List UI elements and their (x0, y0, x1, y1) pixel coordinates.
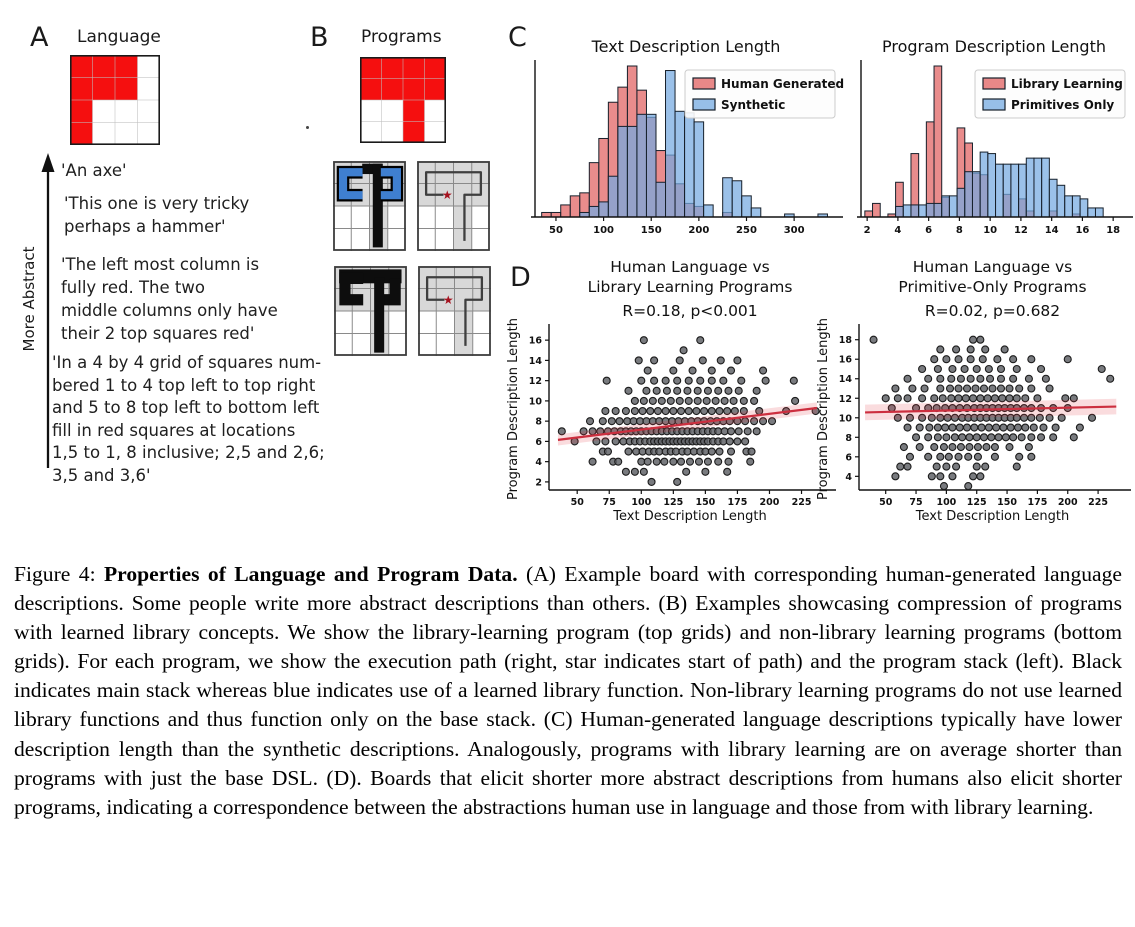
quote-line: fully red. The two (61, 278, 205, 297)
quote-line: perhaps a hammer' (64, 217, 226, 236)
svg-text:200: 200 (688, 225, 710, 236)
svg-text:14: 14 (1044, 225, 1059, 236)
quote-an-axe (61, 159, 127, 182)
svg-text:150: 150 (640, 225, 662, 236)
svg-text:300: 300 (783, 225, 805, 236)
svg-text:R=0.02, p=0.682: R=0.02, p=0.682 (924, 302, 1061, 320)
program-description-length-histogram (845, 36, 1135, 241)
svg-text:18: 18 (838, 335, 852, 347)
svg-text:12: 12 (528, 376, 542, 388)
quote-line: their 2 top squares red' (61, 324, 255, 343)
panel-b-label: B (310, 22, 329, 53)
svg-text:225: 225 (1088, 497, 1109, 508)
svg-text:★: ★ (441, 188, 453, 203)
svg-text:Text Description Length: Text Description Length (591, 37, 781, 56)
panel-b-title: Programs (361, 27, 442, 47)
svg-text:100: 100 (936, 497, 957, 508)
svg-text:75: 75 (602, 497, 616, 508)
svg-text:Program Description Length: Program Description Length (882, 37, 1106, 56)
svg-text:★: ★ (442, 293, 454, 308)
svg-text:150: 150 (997, 497, 1017, 508)
svg-text:6: 6 (535, 436, 542, 448)
svg-text:Library Learning Programs: Library Learning Programs (587, 278, 793, 296)
panel-a-label: A (30, 22, 49, 53)
svg-text:125: 125 (966, 497, 987, 508)
primitive-only-scatter-plot (815, 256, 1135, 526)
example-board-programs (360, 57, 446, 143)
svg-text:150: 150 (695, 497, 716, 508)
svg-text:125: 125 (663, 497, 684, 508)
svg-text:10: 10 (528, 396, 542, 408)
quote-line: 'In a 4 by 4 grid of squares num- (52, 353, 322, 372)
quote-line: fill in red squares at locations (52, 420, 296, 440)
more-abstract-axis-label: More Abstract (20, 246, 38, 352)
quote-line: bered 1 to 4 top left to top right (52, 375, 316, 395)
svg-text:2: 2 (863, 225, 871, 236)
library-learning-scatter-plot (505, 256, 840, 526)
library-learning-execution-path-grid (417, 161, 490, 251)
svg-text:Synthetic: Synthetic (721, 98, 786, 112)
quote-hammer (64, 192, 249, 238)
svg-text:6: 6 (925, 225, 933, 236)
panel-c-label: C (508, 22, 527, 53)
panel-d-label: D (510, 262, 531, 293)
svg-text:225: 225 (791, 497, 812, 508)
svg-text:R=0.18, p<0.001: R=0.18, p<0.001 (622, 302, 758, 320)
text-description-length-histogram (505, 36, 845, 241)
caption-bold-title: Properties of Language and Program Data. (103, 562, 518, 586)
svg-text:4: 4 (894, 225, 902, 236)
svg-text:4: 4 (845, 471, 852, 483)
svg-text:Text Description Length: Text Description Length (613, 509, 767, 524)
caption-prefix: Figure 4: (14, 562, 104, 586)
svg-text:Primitive-Only Programs: Primitive-Only Programs (898, 278, 1087, 296)
svg-text:Primitives Only: Primitives Only (1011, 98, 1115, 112)
quote-line: and 5 to 8 top left to bottom left (52, 398, 320, 418)
base-execution-path-grid (418, 266, 491, 356)
quote-line: 'This one is very tricky (64, 194, 250, 213)
svg-text:Program Description Length: Program Description Length (816, 318, 831, 500)
svg-text:Human Language vs: Human Language vs (610, 258, 770, 276)
example-board-language (70, 55, 160, 145)
svg-text:2: 2 (535, 477, 542, 489)
svg-text:75: 75 (909, 497, 923, 508)
base-program-stack-grid (334, 266, 407, 356)
svg-text:50: 50 (879, 497, 893, 508)
svg-text:100: 100 (593, 225, 615, 236)
svg-text:8: 8 (535, 416, 542, 428)
svg-text:14: 14 (528, 355, 542, 367)
quote-line: 'An axe' (61, 161, 127, 180)
svg-text:Human Language vs: Human Language vs (912, 258, 1073, 276)
svg-text:Text Description Length: Text Description Length (915, 509, 1070, 524)
svg-text:175: 175 (727, 497, 748, 508)
svg-text:18: 18 (1106, 225, 1121, 236)
quote-line: 3,5 and 3,6' (52, 465, 151, 485)
svg-text:6: 6 (845, 452, 852, 464)
svg-text:14: 14 (838, 374, 852, 386)
svg-text:8: 8 (845, 432, 852, 444)
panel-a-title: Language (77, 27, 161, 47)
svg-text:Library Learning: Library Learning (1011, 77, 1123, 91)
stray-dot (306, 126, 309, 129)
svg-text:Program Description Length: Program Description Length (506, 318, 521, 500)
svg-text:200: 200 (759, 497, 780, 508)
svg-text:16: 16 (528, 335, 542, 347)
svg-text:250: 250 (736, 225, 757, 236)
svg-text:8: 8 (955, 225, 963, 236)
svg-text:10: 10 (983, 225, 998, 236)
library-learning-program-stack-grid (333, 161, 406, 251)
quote-line: 1,5 to 1, 8 inclusive; 2,5 and 2,6; (52, 443, 325, 463)
svg-text:10: 10 (838, 413, 852, 425)
quote-grid-coordinates (52, 352, 325, 488)
svg-text:Human Generated: Human Generated (721, 77, 845, 91)
svg-text:16: 16 (838, 354, 852, 366)
svg-text:12: 12 (1013, 225, 1028, 236)
quote-line: 'The left most column is (61, 255, 260, 274)
quote-line: middle columns only have (61, 301, 278, 320)
svg-text:50: 50 (570, 497, 584, 508)
svg-text:4: 4 (535, 457, 542, 469)
quote-left-column (61, 253, 278, 345)
svg-text:12: 12 (838, 393, 852, 405)
svg-text:100: 100 (631, 497, 652, 508)
caption-body: (A) Example board with corresponding human-generated language descriptions. Some people write more abstract descriptions than others. (B) Examples showcasing compression of programs with learned library concepts. We show the library-learning program (top grids) and non-library learning programs (bottom grids). For each program, we show the execution path (right, star indicates start of path) and the program stack (left). Black indicates main stack whereas blue indicates use of a learned library function. Non-library learning programs do not use learned library functions and thus function only on the base stack. (C) Human-generated language descriptions typically have lower description length than the synthetic descriptions. Analogously, programs with library learning are on average shorter than programs with just the base DSL. (D). Boards that elicit shorter more abstract descriptions from humans also elicit shorter programs, indicating a correspondence between the abstractions human use in language and those from with library learning. (14, 562, 1122, 819)
svg-text:50: 50 (548, 225, 563, 236)
svg-text:200: 200 (1057, 497, 1078, 508)
svg-text:16: 16 (1075, 225, 1090, 236)
svg-text:175: 175 (1027, 497, 1048, 508)
figure-caption (14, 560, 1122, 822)
